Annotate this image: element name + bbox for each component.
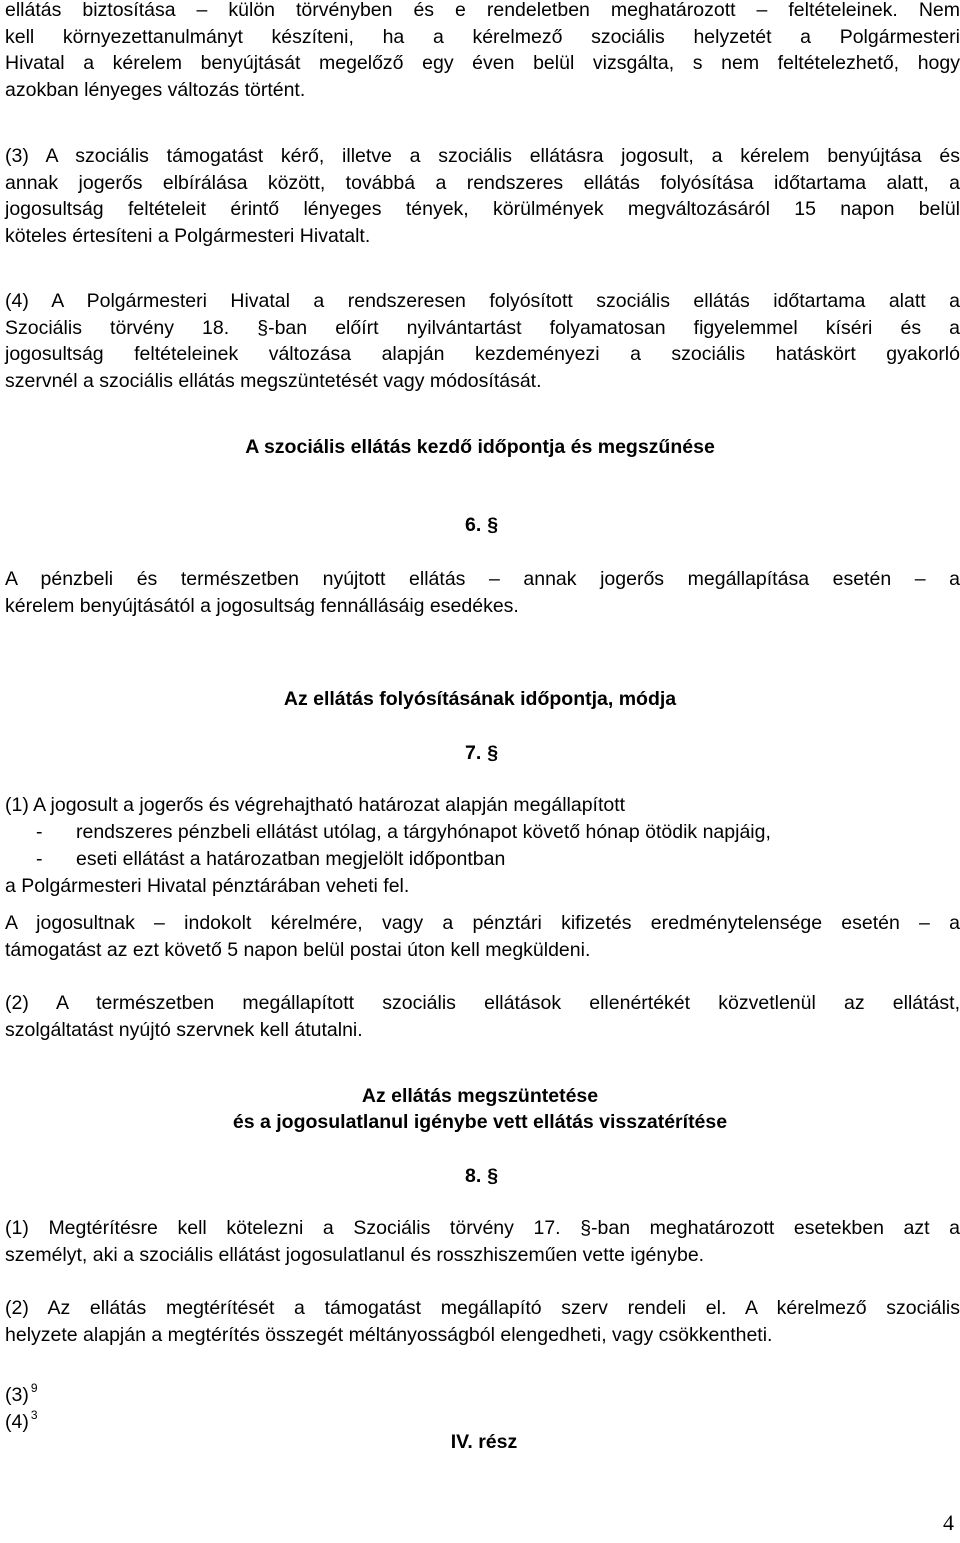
list-item-text: rendszeres pénzbeli ellátást utólag, a tárgyhónapot követő hónap ötödik napjáig, bbox=[76, 821, 771, 843]
list-item bbox=[36, 846, 936, 873]
paragraph-3 bbox=[5, 143, 960, 249]
section-heading: Az ellátás megszüntetése bbox=[361, 1085, 599, 1107]
list-item bbox=[36, 819, 936, 846]
text-line: személyt, aki a szociális ellátást jogosulatlanul és rosszhiszeműen vette igénybe. bbox=[5, 1243, 705, 1266]
section-sign: § bbox=[487, 514, 499, 536]
text-line: helyzete alapján a megtérítés összegét méltányosságból elengedheti, vagy csökkentheti. bbox=[5, 1323, 773, 1346]
section-heading: A szociális ellátás kezdő időpontja és megszűnése bbox=[245, 436, 715, 458]
text-line: (1) Megtérítésre kell kötelezni a Szociális törvény 17. §-ban meghatározott esetekben azt a bbox=[5, 1217, 960, 1239]
text-line: ellátás biztosítása – külön törvényben és e rendeletben meghatározott – feltételeinek. Nem bbox=[5, 0, 960, 21]
paragraph-label: (3) bbox=[5, 1384, 29, 1406]
list-dash: - bbox=[36, 821, 43, 843]
paragraph-6 bbox=[5, 566, 960, 619]
text-line: (3) A szociális támogatást kérő, illetve a szociális ellátásra jogosult, a kérelem benyújtása és bbox=[5, 145, 960, 167]
text-line: szervnél a szociális ellátás megszüntetését vagy módosítását. bbox=[5, 369, 542, 392]
paragraph-8-1 bbox=[5, 1215, 960, 1268]
section-heading: Az ellátás folyósításának időpontja, módja bbox=[283, 688, 677, 710]
section-num: 8. bbox=[465, 1165, 482, 1187]
section-heading: és a jogosulatlanul igénybe vett ellátás visszatérítése bbox=[232, 1111, 728, 1133]
text-line: jogosultság feltételeinek változása alapján kezdeményezi a szociális hatáskört gyakorló bbox=[5, 343, 960, 365]
text-line: (2) A természetben megállapított szociális ellátások ellenértékét közvetlenül az ellátást, bbox=[5, 992, 960, 1014]
text-line: kell környezettanulmányt készíteni, ha a kérelmező szociális helyzetét a Polgármesteri bbox=[5, 25, 960, 48]
paragraph-7-2 bbox=[5, 990, 960, 1043]
text-line: (4) A Polgármesteri Hivatal a rendszeresen folyósított szociális ellátás időtartama alatt a bbox=[5, 290, 960, 312]
text-line: szolgáltatást nyújtó szervnek kell átutalni. bbox=[5, 1018, 363, 1041]
footnote-ref: 9 bbox=[30, 1381, 38, 1395]
section-number-7 bbox=[465, 740, 498, 767]
paragraph-4 bbox=[5, 288, 960, 394]
paragraph-8-2 bbox=[5, 1295, 960, 1348]
text-line: annak jogerős elbírálása között, továbbá a rendszeres ellátás folyósítása időtartama alatt, a bbox=[5, 171, 960, 194]
section-num: 6. bbox=[465, 514, 482, 536]
paragraph-label: (4) bbox=[5, 1411, 29, 1433]
text-line: Szociális törvény 18. §-ban előírt nyilvántartást folyamatosan figyelemmel kíséri és a bbox=[5, 316, 960, 339]
footnote-ref: 3 bbox=[30, 1408, 38, 1422]
section-number-8 bbox=[465, 1163, 498, 1190]
page-number: 4 bbox=[943, 1510, 954, 1535]
text-line: A jogosultnak – indokolt kérelmére, vagy a pénztári kifizetés eredménytelensége esetén – a bbox=[5, 912, 960, 934]
section-number-6 bbox=[465, 512, 498, 539]
text-line: jogosultság feltételeit érintő lényeges tények, körülmények megváltozásáról 15 napon belül bbox=[5, 198, 960, 220]
part-heading: IV. rész bbox=[450, 1431, 518, 1453]
list-dash: - bbox=[36, 848, 43, 870]
text-line: kérelem benyújtásától a jogosultság fennállásáig esedékes. bbox=[5, 594, 519, 617]
section-num: 7. bbox=[465, 742, 482, 764]
text-line: köteles értesíteni a Polgármesteri Hivatalt. bbox=[5, 224, 371, 247]
text-line: Hivatal a kérelem benyújtását megelőző egy éven belül vizsgálta, s nem feltételezhető, hogy bbox=[5, 52, 960, 74]
list-item-text: eseti ellátást a határozatban megjelölt időpontban bbox=[76, 848, 506, 870]
paragraph-7-1-outro: a Polgármesteri Hivatal pénztárában veheti fel. bbox=[5, 875, 410, 897]
text-line: támogatást az ezt követő 5 napon belül postai úton kell megküldeni. bbox=[5, 938, 591, 961]
paragraph-7-b bbox=[5, 910, 960, 963]
text-line: A pénzbeli és természetben nyújtott ellátás – annak jogerős megállapítása esetén – a bbox=[5, 568, 960, 590]
text-line: azokban lényeges változás történt. bbox=[5, 78, 306, 101]
paragraph-continuation bbox=[5, 0, 960, 103]
text-line: (2) Az ellátás megtérítését a támogatást megállapító szerv rendeli el. A kérelmező szociális bbox=[5, 1297, 960, 1319]
section-sign: § bbox=[487, 1165, 499, 1187]
section-sign: § bbox=[487, 742, 499, 764]
paragraph-7-1-intro: (1) A jogosult a jogerős és végrehajtható határozat alapján megállapított bbox=[5, 794, 626, 816]
